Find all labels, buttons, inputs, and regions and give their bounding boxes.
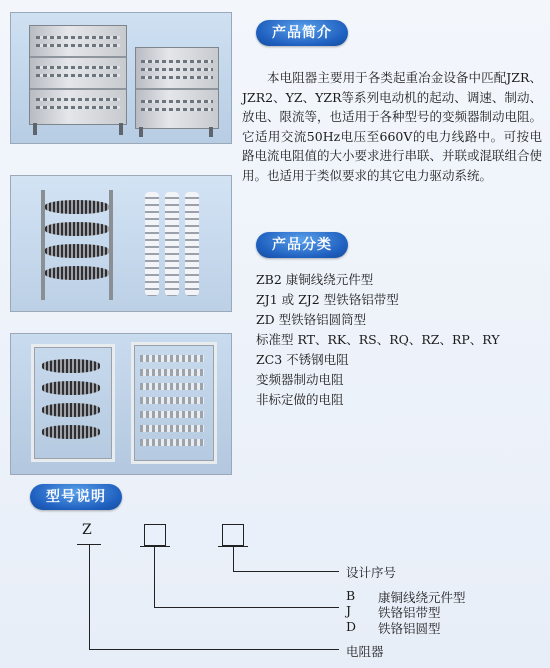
category-item: ZD 型铁铬铝圆筒型 [256, 312, 367, 327]
framed-resistor-elements-photo [10, 333, 232, 475]
type-code-d: D [346, 619, 357, 634]
large-cabinet [29, 25, 127, 125]
type-leader-horizontal [154, 607, 339, 608]
resistor-label: 电阻器 [346, 644, 384, 659]
category-section-title: 产品分类 [256, 232, 348, 258]
type-leader-vertical [154, 546, 155, 608]
small-cabinet [135, 47, 219, 129]
coil-frame [31, 344, 115, 462]
serial-code-box [222, 524, 244, 546]
prefix-leader-vertical [89, 544, 90, 650]
category-item: 变频器制动电阻 [256, 372, 344, 387]
type-desc-j: 铁铬铝带型 [378, 605, 441, 620]
type-code-b: B [346, 588, 356, 603]
ribbon-element-rack [139, 186, 211, 304]
type-code-box [144, 524, 166, 546]
band-frame [131, 342, 217, 464]
serial-leader-horizontal [233, 571, 339, 572]
type-desc-d: 铁铬铝圆型 [378, 621, 441, 636]
category-item: ZC3 不锈钢电阻 [256, 352, 349, 367]
coil-resistor-elements-photo [10, 175, 232, 312]
model-section-title: 型号说明 [30, 484, 122, 510]
intro-section-title: 产品简介 [256, 20, 348, 46]
category-item: ZB2 康铜线绕元件型 [256, 272, 374, 287]
resistor-cabinets-photo [10, 12, 232, 144]
model-prefix: Z [82, 522, 92, 538]
type-desc-b: 康铜线绕元件型 [378, 590, 466, 605]
type-code-j: J [346, 603, 352, 618]
prefix-leader-horizontal [89, 649, 339, 650]
category-item: 非标定做的电阻 [256, 392, 344, 407]
design-serial-label: 设计序号 [346, 565, 397, 580]
intro-paragraph: 本电阻器主要用于各类起重冶金设备中匹配JZR、JZR2、YZ、YZR等系列电动机的起动、调速、制动、放电、限流等，也适用于各种型号的变频器制动电阻。它适用交流50Hz电压至660V的电力线路中。可按电路电流电阻值的大小要求进行串联、并联或混联组合使用。也适用于类似要求的其它电力驱动系统。 [242, 70, 543, 183]
model-code-diagram [0, 480, 550, 668]
serial-leader-vertical [233, 546, 234, 572]
category-item: 标准型 RT、RK、RS、RQ、RZ、RP、RY [256, 332, 500, 347]
category-item: ZJ1 或 ZJ2 型铁铬铝带型 [256, 292, 399, 307]
coil-element-rack [37, 190, 117, 300]
category-list [256, 270, 500, 410]
intro-text [242, 68, 542, 185]
type-box-underline [140, 546, 170, 547]
